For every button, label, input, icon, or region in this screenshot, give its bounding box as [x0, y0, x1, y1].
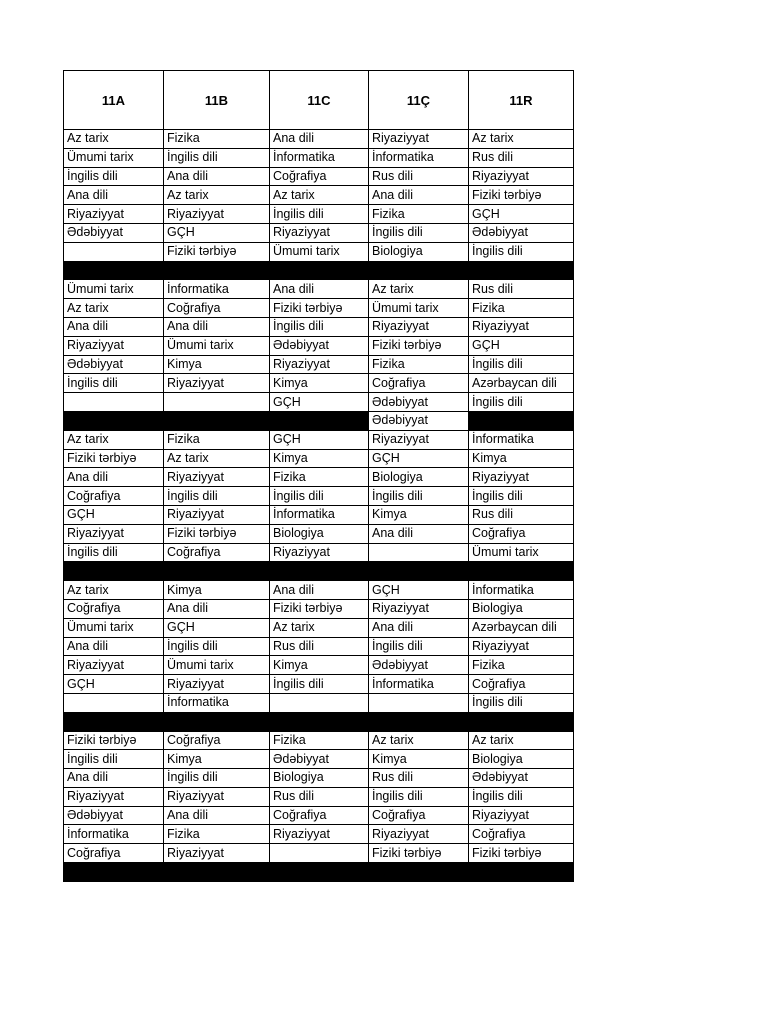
table-cell: Ana dili	[270, 130, 369, 149]
table-cell: Fiziki tərbiyə	[64, 731, 164, 750]
table-cell: Riyaziyyat	[64, 656, 164, 675]
table-cell: Biologiya	[369, 242, 469, 261]
table-cell: Ədəbiyyat	[369, 393, 469, 412]
table-cell: İngilis dili	[270, 205, 369, 224]
table-cell	[64, 693, 164, 712]
table-row	[64, 750, 574, 769]
header-row	[64, 71, 574, 130]
table-cell: İngilis dili	[469, 242, 574, 261]
table-cell: İngilis dili	[270, 487, 369, 506]
table-cell	[64, 242, 164, 261]
table-cell: Kimya	[164, 750, 270, 769]
table-cell: Rus dili	[270, 637, 369, 656]
table-cell: Riyaziyyat	[369, 430, 469, 449]
table-cell: Ümumi tarix	[64, 148, 164, 167]
table-cell: İngilis dili	[164, 487, 270, 506]
table-row	[64, 656, 574, 675]
table-cell	[164, 393, 270, 412]
table-cell: Fizika	[270, 731, 369, 750]
table-cell: İngilis dili	[469, 787, 574, 806]
schedule-body	[64, 130, 574, 882]
table-cell: Fiziki tərbiyə	[164, 242, 270, 261]
table-cell: Fizika	[164, 430, 270, 449]
table-cell: Ana dili	[64, 769, 164, 788]
table-cell: Riyaziyyat	[369, 599, 469, 618]
table-row	[64, 524, 574, 543]
table-cell: Kimya	[164, 355, 270, 374]
table-cell: Coğrafiya	[64, 487, 164, 506]
table-cell: Rus dili	[469, 148, 574, 167]
table-row	[64, 505, 574, 524]
table-cell: Az tarix	[164, 186, 270, 205]
table-row	[64, 242, 574, 261]
table-cell: Ümumi tarix	[64, 618, 164, 637]
table-cell: Riyaziyyat	[164, 675, 270, 694]
table-cell: İngilis dili	[469, 393, 574, 412]
table-cell: İngilis dili	[64, 750, 164, 769]
table-cell: Fiziki tərbiyə	[369, 336, 469, 355]
table-row	[64, 769, 574, 788]
table-cell: GÇH	[64, 505, 164, 524]
table-cell: İngilis dili	[369, 637, 469, 656]
table-row	[64, 468, 574, 487]
table-cell: İnformatika	[270, 505, 369, 524]
table-cell: Riyaziyyat	[270, 223, 369, 242]
table-cell: Ümumi tarix	[369, 299, 469, 318]
table-cell: GÇH	[164, 223, 270, 242]
table-cell: Ana dili	[64, 637, 164, 656]
table-cell: Ana dili	[164, 317, 270, 336]
table-row	[64, 205, 574, 224]
table-cell: Az tarix	[64, 430, 164, 449]
table-row	[64, 637, 574, 656]
table-cell: Fizika	[164, 825, 270, 844]
table-cell: Kimya	[369, 505, 469, 524]
table-cell: İngilis dili	[64, 543, 164, 562]
table-cell: Coğrafiya	[270, 806, 369, 825]
table-cell: İngilis dili	[270, 675, 369, 694]
table-cell: Riyaziyyat	[64, 336, 164, 355]
table-cell: Riyaziyyat	[64, 524, 164, 543]
header-cell-11c: 11C	[270, 71, 369, 130]
day-separator-row	[64, 562, 574, 581]
table-cell: Riyaziyyat	[164, 468, 270, 487]
table-cell: Biologiya	[369, 468, 469, 487]
day-separator	[64, 712, 574, 731]
table-cell: Riyaziyyat	[469, 468, 574, 487]
table-cell: Fiziki tərbiyə	[469, 844, 574, 863]
table-cell: Fiziki tərbiyə	[64, 449, 164, 468]
table-cell: GÇH	[64, 675, 164, 694]
table-cell: Ana dili	[369, 524, 469, 543]
table-row	[64, 731, 574, 750]
table-cell: Az tarix	[270, 618, 369, 637]
table-cell: Azərbaycan dili	[469, 618, 574, 637]
table-cell: Fizika	[369, 355, 469, 374]
table-cell: Riyaziyyat	[164, 205, 270, 224]
table-cell: Ümumi tarix	[64, 280, 164, 299]
table-cell: İngilis dili	[164, 148, 270, 167]
table-cell: Riyaziyyat	[469, 806, 574, 825]
table-cell: Riyaziyyat	[164, 505, 270, 524]
table-cell: GÇH	[164, 618, 270, 637]
table-cell: Ümumi tarix	[164, 336, 270, 355]
table-cell: Coğrafiya	[369, 374, 469, 393]
table-cell: Az tarix	[369, 731, 469, 750]
table-row	[64, 599, 574, 618]
table-row	[64, 336, 574, 355]
table-cell: Coğrafiya	[164, 731, 270, 750]
table-cell: Ədəbiyyat	[270, 750, 369, 769]
table-cell: GÇH	[270, 430, 369, 449]
table-cell: İngilis dili	[369, 787, 469, 806]
table-cell: Ana dili	[270, 280, 369, 299]
table-cell: Riyaziyyat	[164, 787, 270, 806]
table-cell: Ədəbiyyat	[469, 223, 574, 242]
day-separator	[64, 261, 574, 280]
table-cell: Rus dili	[469, 505, 574, 524]
header-cell-11r: 11R	[469, 71, 574, 130]
table-cell: Rus dili	[469, 280, 574, 299]
table-cell: İnformatika	[270, 148, 369, 167]
table-row	[64, 299, 574, 318]
table-row	[64, 806, 574, 825]
table-row	[64, 186, 574, 205]
table-cell: Ana dili	[369, 618, 469, 637]
table-cell: İngilis dili	[164, 769, 270, 788]
table-cell	[64, 411, 164, 430]
header-cell-11cc: 11Ç	[369, 71, 469, 130]
table-cell: Riyaziyyat	[164, 374, 270, 393]
table-cell	[270, 411, 369, 430]
table-row	[64, 581, 574, 600]
table-cell: GÇH	[369, 449, 469, 468]
table-cell: Fiziki tərbiyə	[469, 186, 574, 205]
table-cell: Kimya	[270, 374, 369, 393]
table-cell: Kimya	[469, 449, 574, 468]
table-cell: Fizika	[164, 130, 270, 149]
table-cell: Fiziki tərbiyə	[270, 599, 369, 618]
table-cell: İnformatika	[469, 581, 574, 600]
table-cell: İngilis dili	[64, 374, 164, 393]
header-cell-11b: 11B	[164, 71, 270, 130]
table-cell: İnformatika	[64, 825, 164, 844]
table-cell: Azərbaycan dili	[469, 374, 574, 393]
table-cell: Ana dili	[64, 468, 164, 487]
table-cell: Fizika	[270, 468, 369, 487]
table-row	[64, 449, 574, 468]
table-cell	[270, 844, 369, 863]
table-cell: İngilis dili	[64, 167, 164, 186]
table-cell: Riyaziyyat	[270, 355, 369, 374]
table-cell: Biologiya	[469, 750, 574, 769]
table-cell	[164, 411, 270, 430]
table-cell: GÇH	[270, 393, 369, 412]
table-cell: Ədəbiyyat	[270, 336, 369, 355]
header-cell-11a: 11A	[64, 71, 164, 130]
table-cell: Riyaziyyat	[64, 205, 164, 224]
table-cell: Ümumi tarix	[270, 242, 369, 261]
table-cell: Ana dili	[164, 599, 270, 618]
table-cell: Ana dili	[64, 186, 164, 205]
table-row	[64, 487, 574, 506]
table-cell: İnformatika	[369, 675, 469, 694]
table-cell: Kimya	[270, 656, 369, 675]
table-row	[64, 825, 574, 844]
table-cell: Ədəbiyyat	[469, 769, 574, 788]
table-cell: Fizika	[469, 299, 574, 318]
table-cell: Az tarix	[369, 280, 469, 299]
table-cell: Coğrafiya	[369, 806, 469, 825]
table-cell	[270, 693, 369, 712]
table-cell	[469, 411, 574, 430]
day-separator-row	[64, 712, 574, 731]
table-row	[64, 693, 574, 712]
table-cell: Coğrafiya	[270, 167, 369, 186]
table-row	[64, 844, 574, 863]
table-cell: Coğrafiya	[164, 543, 270, 562]
table-cell: Ədəbiyyat	[64, 223, 164, 242]
table-cell: Ümumi tarix	[164, 656, 270, 675]
table-cell: Riyaziyyat	[469, 317, 574, 336]
table-cell: Coğrafiya	[164, 299, 270, 318]
day-separator-row	[64, 863, 574, 882]
table-cell: Riyaziyyat	[369, 317, 469, 336]
table-cell: Az tarix	[469, 731, 574, 750]
table-cell: GÇH	[469, 205, 574, 224]
table-row	[64, 280, 574, 299]
table-row	[64, 130, 574, 149]
table-cell: İngilis dili	[469, 693, 574, 712]
table-cell: Az tarix	[64, 130, 164, 149]
table-cell	[369, 543, 469, 562]
table-cell: Fizika	[469, 656, 574, 675]
table-cell: Ədəbiyyat	[64, 806, 164, 825]
table-cell: Coğrafiya	[469, 524, 574, 543]
table-cell: Az tarix	[469, 130, 574, 149]
table-cell: Riyaziyyat	[469, 637, 574, 656]
table-cell: Biologiya	[469, 599, 574, 618]
table-cell: Fiziki tərbiyə	[369, 844, 469, 863]
table-row	[64, 675, 574, 694]
table-cell: Fiziki tərbiyə	[164, 524, 270, 543]
table-cell: Ana dili	[270, 581, 369, 600]
table-cell: Coğrafiya	[64, 844, 164, 863]
table-cell: İngilis dili	[469, 355, 574, 374]
table-cell: Ədəbiyyat	[369, 656, 469, 675]
table-cell: Riyaziyyat	[270, 825, 369, 844]
table-cell: Ədəbiyyat	[369, 411, 469, 430]
table-cell: Rus dili	[270, 787, 369, 806]
table-row	[64, 355, 574, 374]
table-cell: Ədəbiyyat	[64, 355, 164, 374]
table-cell: İnformatika	[369, 148, 469, 167]
table-cell: Riyaziyyat	[270, 543, 369, 562]
table-cell: Az tarix	[64, 299, 164, 318]
table-cell: İngilis dili	[369, 487, 469, 506]
table-cell	[369, 693, 469, 712]
table-cell: Ümumi tarix	[469, 543, 574, 562]
table-row	[64, 411, 574, 430]
table-cell: Ana dili	[64, 317, 164, 336]
table-row	[64, 317, 574, 336]
table-cell: Rus dili	[369, 769, 469, 788]
table-cell: İngilis dili	[270, 317, 369, 336]
table-cell: Riyaziyyat	[369, 130, 469, 149]
table-cell: Ana dili	[164, 806, 270, 825]
table-row	[64, 787, 574, 806]
table-cell: Riyaziyyat	[469, 167, 574, 186]
table-cell: GÇH	[369, 581, 469, 600]
table-cell: İngilis dili	[369, 223, 469, 242]
table-cell: İnformatika	[164, 280, 270, 299]
table-cell: Fiziki tərbiyə	[270, 299, 369, 318]
table-cell: İngilis dili	[164, 637, 270, 656]
schedule-table	[63, 70, 574, 882]
table-row	[64, 167, 574, 186]
table-row	[64, 430, 574, 449]
table-row	[64, 148, 574, 167]
table-row	[64, 618, 574, 637]
table-row	[64, 223, 574, 242]
table-row	[64, 393, 574, 412]
table-cell: Coğrafiya	[469, 675, 574, 694]
table-cell: Ana dili	[164, 167, 270, 186]
table-cell: Kimya	[164, 581, 270, 600]
table-cell: Riyaziyyat	[164, 844, 270, 863]
table-cell: Ana dili	[369, 186, 469, 205]
table-cell: İnformatika	[469, 430, 574, 449]
schedule-sheet	[63, 70, 573, 882]
table-row	[64, 374, 574, 393]
table-cell: Biologiya	[270, 769, 369, 788]
table-cell: İngilis dili	[469, 487, 574, 506]
table-cell: GÇH	[469, 336, 574, 355]
table-cell: Az tarix	[164, 449, 270, 468]
table-cell: Coğrafiya	[469, 825, 574, 844]
day-separator	[64, 562, 574, 581]
table-cell: Az tarix	[64, 581, 164, 600]
table-cell	[64, 393, 164, 412]
table-cell: Riyaziyyat	[369, 825, 469, 844]
table-cell: Kimya	[270, 449, 369, 468]
table-row	[64, 543, 574, 562]
day-separator	[64, 863, 574, 882]
table-cell: Biologiya	[270, 524, 369, 543]
table-cell: Kimya	[369, 750, 469, 769]
table-cell: Az tarix	[270, 186, 369, 205]
table-cell: Coğrafiya	[64, 599, 164, 618]
table-cell: Riyaziyyat	[64, 787, 164, 806]
day-separator-row	[64, 261, 574, 280]
table-cell: Rus dili	[369, 167, 469, 186]
table-cell: Fizika	[369, 205, 469, 224]
table-cell: İnformatika	[164, 693, 270, 712]
